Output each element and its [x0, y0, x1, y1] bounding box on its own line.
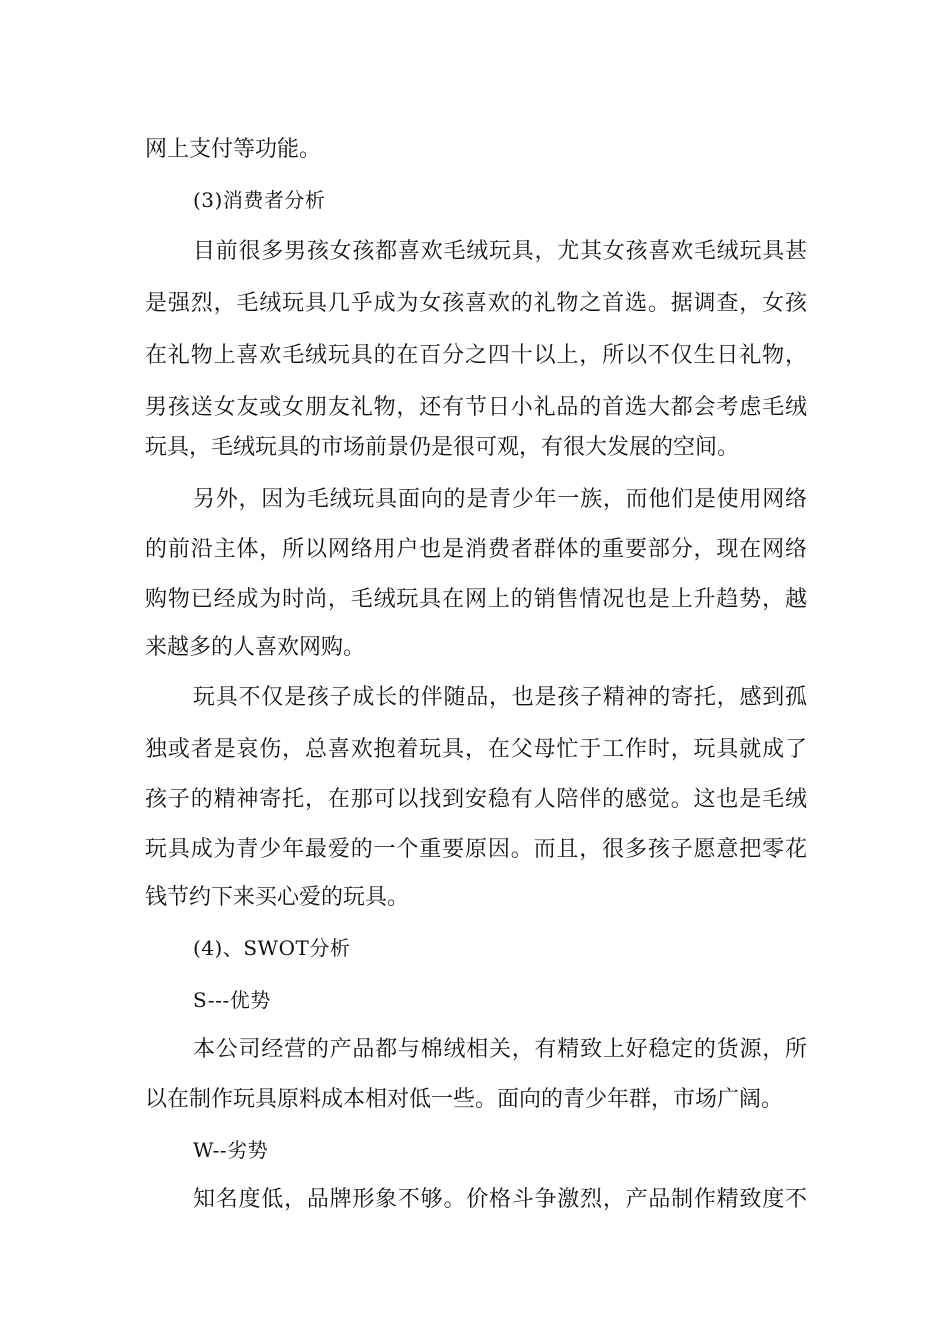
subheading-strengths: S---优势 — [193, 988, 271, 1012]
section-heading-swot: (4)、SWOT分析 — [193, 936, 351, 960]
section-heading-consumer-analysis: (3)消费者分析 — [193, 188, 326, 212]
paragraph-line: 知名度低，品牌形象不够。价格斗争激烈，产品制作精致度不 — [193, 1187, 807, 1212]
paragraph-line: 以在制作玩具原料成本相对低一些。面向的青少年群，市场广阔。 — [145, 1087, 784, 1112]
paragraph-line: 网上支付等功能。 — [145, 137, 322, 162]
paragraph-line: 独或者是哀伤，总喜欢抱着玩具，在父母忙于工作时，玩具就成了 — [145, 737, 807, 762]
paragraph-line: 的前沿主体，所以网络用户也是消费者群体的重要部分，现在网络 — [145, 537, 807, 562]
paragraph-line: 玩具不仅是孩子成长的伴随品，也是孩子精神的寄托，感到孤 — [193, 685, 807, 710]
paragraph-line: 在礼物上喜欢毛绒玩具的在百分之四十以上，所以不仅生日礼物， — [145, 343, 807, 368]
paragraph-line: 玩具成为青少年最爱的一个重要原因。而且，很多孩子愿意把零花 — [145, 837, 807, 862]
paragraph-line: 是强烈，毛绒玩具几乎成为女孩喜欢的礼物之首选。据调查，女孩 — [145, 291, 807, 316]
paragraph-line: 来越多的人喜欢网购。 — [145, 635, 366, 660]
paragraph-line: 钱节约下来买心爱的玩具。 — [145, 885, 410, 910]
paragraph-line: 购物已经成为时尚，毛绒玩具在网上的销售情况也是上升趋势，越 — [145, 587, 807, 612]
subheading-weaknesses: W--劣势 — [193, 1138, 269, 1162]
paragraph-line: 本公司经营的产品都与棉绒相关，有精致上好稳定的货源，所 — [193, 1037, 807, 1062]
paragraph-line: 目前很多男孩女孩都喜欢毛绒玩具，尤其女孩喜欢毛绒玩具甚 — [193, 239, 807, 264]
paragraph-line: 另外，因为毛绒玩具面向的是青少年一族，而他们是使用网络 — [193, 487, 807, 512]
paragraph-line: 孩子的精神寄托，在那可以找到安稳有人陪伴的感觉。这也是毛绒 — [145, 787, 807, 812]
paragraph-line: 玩具，毛绒玩具的市场前景仍是很可观，有很大发展的空间。 — [145, 435, 740, 460]
paragraph-line: 男孩送女友或女朋友礼物，还有节日小礼品的首选大都会考虑毛绒 — [145, 395, 807, 420]
